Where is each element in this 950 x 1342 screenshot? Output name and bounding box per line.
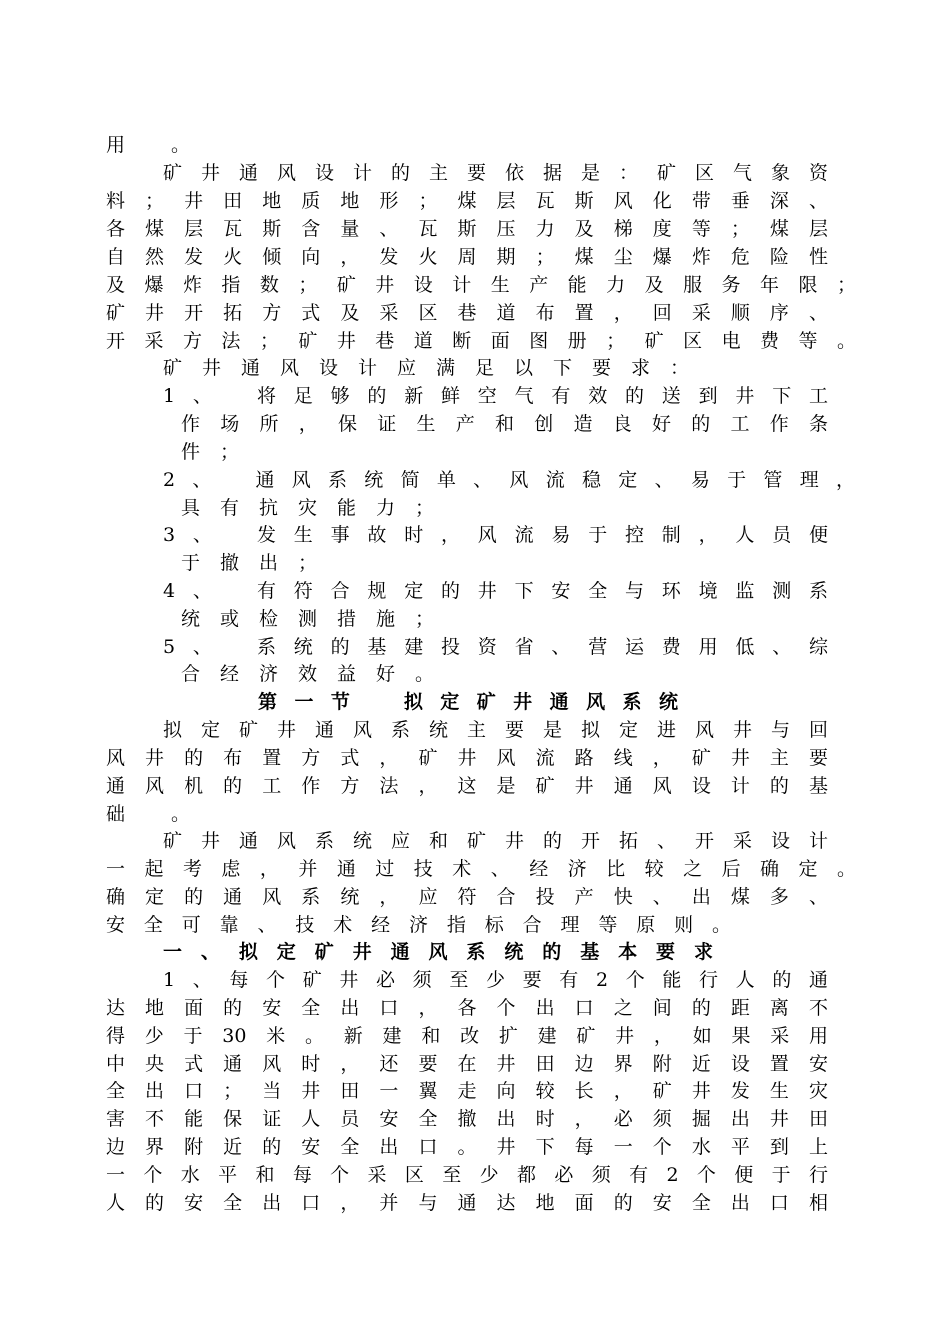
list-item: 3、 发生事故时，风流易于控制，人员便: [163, 524, 828, 546]
paragraph-line: 风井的布置方式，矿井风流路线，矿井主要: [106, 747, 828, 769]
paragraph-line: 础 。: [106, 803, 211, 825]
paragraph-line: 通风机的工作方法，这是矿井通风设计的基: [106, 775, 828, 797]
paragraph-line: 自然发火倾向，发火周期；煤尘爆炸危险性: [106, 246, 828, 268]
paragraph-line: 边界附近的安全出口。井下每一个水平到上: [106, 1136, 828, 1158]
paragraph-line: 确定的通风系统，应符合投产快、出煤多、: [106, 886, 828, 908]
paragraph-line: 矿井通风设计的主要依据是：矿区气象资: [163, 162, 828, 184]
list-item: 1、 将足够的新鲜空气有效的送到井下工: [163, 385, 828, 407]
paragraph-line: 中央式通风时，还要在井田边界附近设置安: [106, 1053, 828, 1075]
paragraph-line: 一起考虑，并通过技术、经济比较之后确定。: [106, 858, 856, 880]
paragraph-line: 安全可靠、技术经济指标合理等原则。: [106, 914, 731, 936]
paragraph-line: 矿井通风系统应和矿井的开拓、开采设计: [163, 830, 828, 852]
list-item-continuation: 件；: [181, 441, 260, 463]
paragraph-line: 开采方法；矿井巷道断面图册；矿区电费等。: [106, 330, 856, 352]
paragraph-line: 达地面的安全出口，各个出口之间的距离不: [106, 997, 828, 1019]
paragraph-line: 矿井通风设计应满足以下要求：: [163, 357, 710, 379]
paragraph-line: 拟定矿井通风系统主要是拟定进风井与回: [163, 719, 828, 741]
paragraph-line: 害不能保证人员安全撤出时，必须掘出井田: [106, 1108, 828, 1130]
text-line: 用 。: [106, 134, 211, 156]
paragraph-line: 料；井田地质地形；煤层瓦斯风化带垂深、: [106, 190, 828, 212]
list-item: 2、 通风系统简单、风流稳定、易于管理，: [163, 469, 855, 491]
list-item: 5、 系统的基建投资省、营运费用低、综: [163, 636, 828, 658]
subsection-heading: 一、拟定矿井通风系统的基本要求: [163, 941, 713, 963]
list-item-continuation: 具有抗灾能力；: [181, 497, 455, 519]
paragraph-line: 各煤层瓦斯含量、瓦斯压力及梯度等；煤层: [106, 218, 828, 240]
list-item: 4、 有符合规定的井下安全与环境监测系: [163, 580, 828, 602]
paragraph-line: 及爆炸指数；矿井设计生产能力及服务年限；: [106, 274, 856, 296]
paragraph-line: 人的安全出口，并与通达地面的安全出口相: [106, 1192, 828, 1214]
section-heading: 第一节 拟定矿井通风系统: [258, 691, 678, 713]
list-item-continuation: 统或检测措施；: [181, 608, 455, 630]
paragraph-line: 一个水平和每个采区至少都必须有2个便于行: [106, 1164, 828, 1186]
paragraph-line: 得少于30米。新建和改扩建矿井，如果采用: [106, 1025, 828, 1047]
paragraph-line: 矿井开拓方式及采区巷道布置，回采顺序、: [106, 302, 828, 324]
list-item-continuation: 作场所，保证生产和创造良好的工作条: [181, 413, 828, 435]
list-item-continuation: 合经济效益好。: [181, 663, 455, 685]
list-item-continuation: 于撤出；: [181, 552, 338, 574]
paragraph-line: 全出口；当井田一翼走向较长，矿井发生灾: [106, 1080, 828, 1102]
paragraph-line: 1、每个矿井必须至少要有2个能行人的通: [163, 969, 828, 991]
